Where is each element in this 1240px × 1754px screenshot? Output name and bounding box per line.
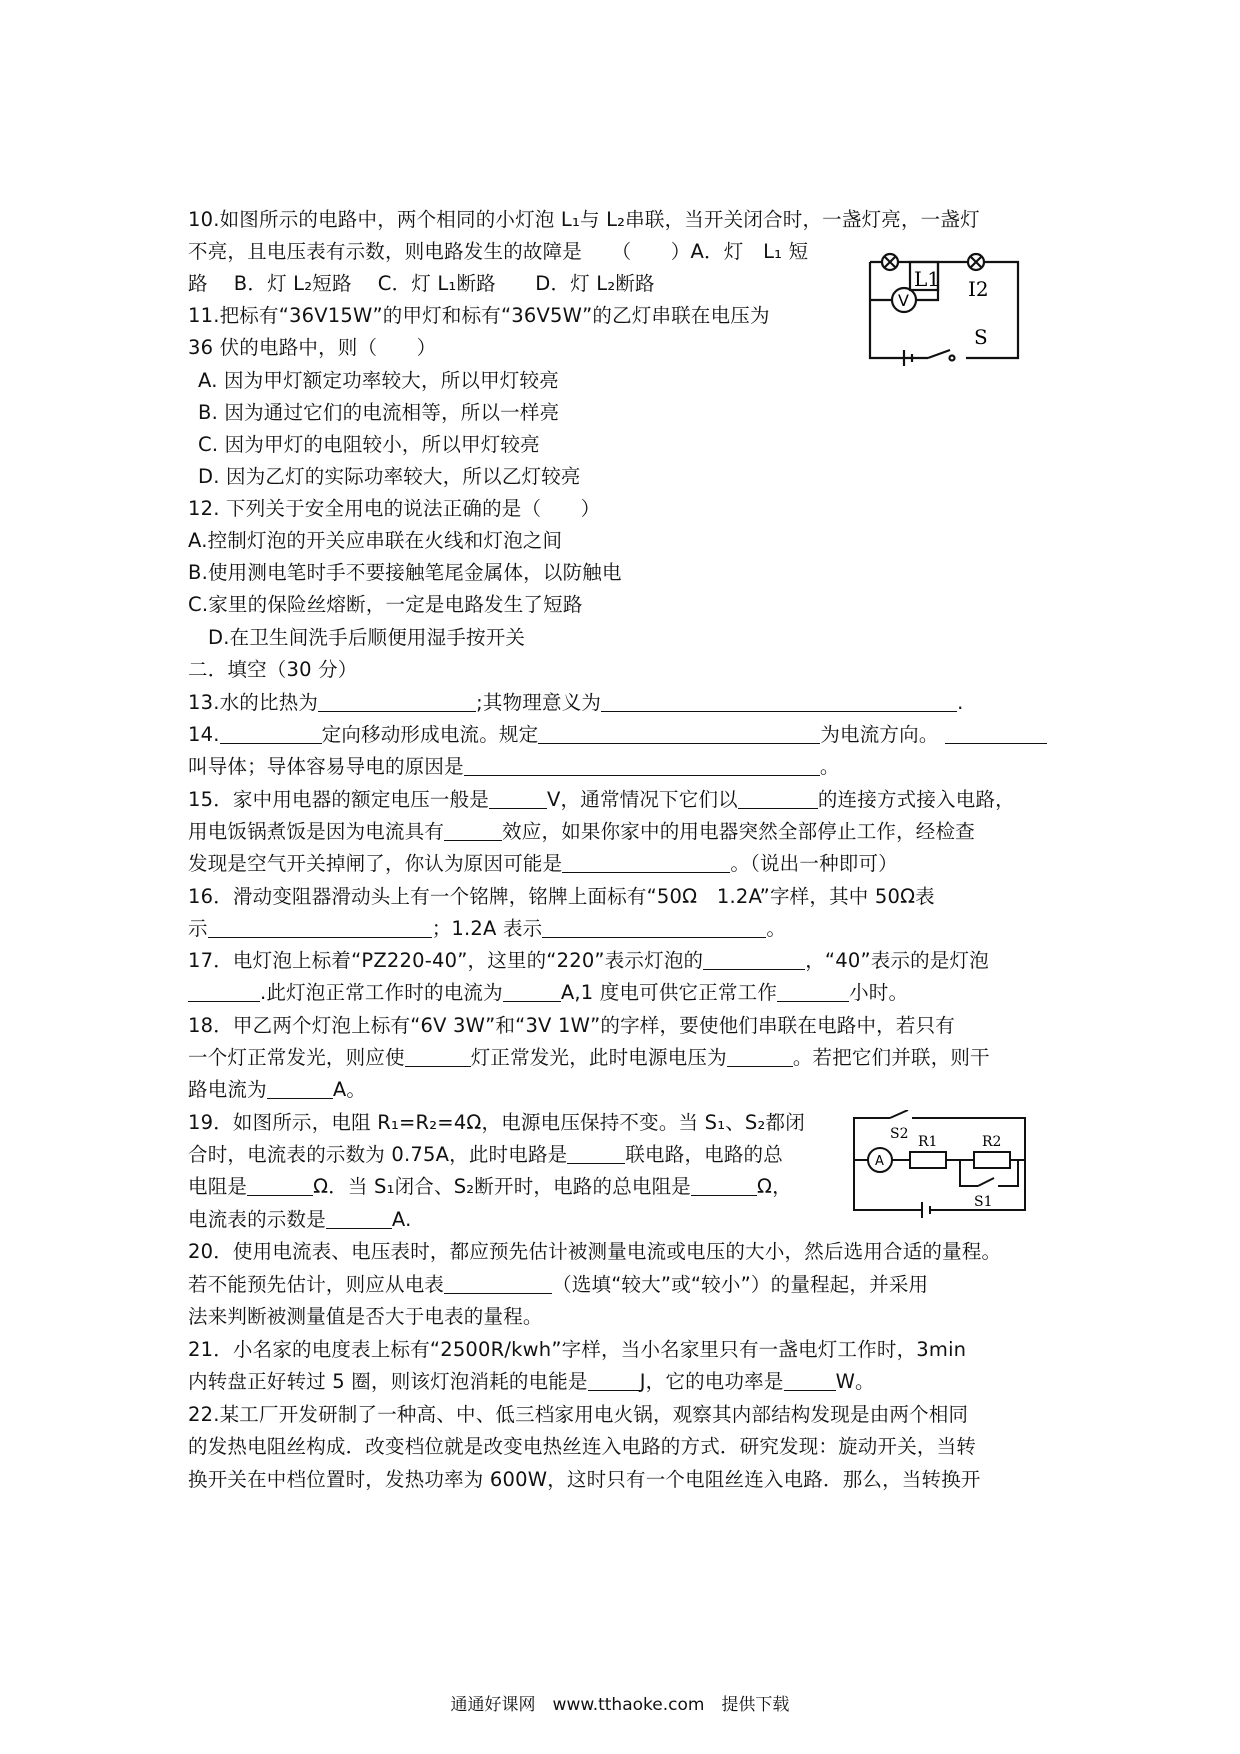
q12-stem: 12. 下列关于安全用电的说法正确的是（ ） xyxy=(188,497,601,520)
q14-line-2: 叫导体；导体容易导电的原因是 。 xyxy=(188,755,840,778)
q11-option-a: A. 因为甲灯额定功率较大，所以甲灯较亮 xyxy=(198,369,559,392)
q19-blank-4[interactable] xyxy=(326,1206,392,1229)
q16-line-1: 16．滑动变阻器滑动头上有一个铭牌，铭牌上面标有“50Ω 1.2A”字样，其中 50Ω表 xyxy=(188,885,935,908)
q20-line-1: 20．使用电流表、电压表时，都应预先估计被测量电流或电压的大小，然后选用合适的量程。 xyxy=(188,1240,1002,1263)
q20-line-2: 若不能预先估计，则应从电表 （选填“较大”或“较小”）的量程起，并采用 xyxy=(188,1273,929,1296)
q18-line-2: 一个灯正常发光，则应使 灯正常发光，此时电源电压为 。若把它们并联，则干 xyxy=(188,1046,990,1069)
q21-blank-2[interactable] xyxy=(784,1368,836,1391)
q13-blank-1[interactable] xyxy=(318,689,476,712)
q20-line-3: 法来判断被测量值是否大于电表的量程。 xyxy=(188,1305,543,1328)
q19-blank-1[interactable] xyxy=(567,1141,625,1164)
q11-option-b: B. 因为通过它们的电流相等，所以一样亮 xyxy=(198,401,560,424)
q12-option-c: C.家里的保险丝熔断，一定是电路发生了短路 xyxy=(188,593,583,616)
q12-option-b: B.使用测电笔时手不要接触笔尾金属体，以防触电 xyxy=(188,561,622,584)
q15-blank-3[interactable] xyxy=(444,818,502,841)
q17-line-2: .此灯泡正常工作时的电流为 A,1 度电可供它正常工作 小时。 xyxy=(188,978,908,1008)
fig2-label-r1: R1 xyxy=(918,1134,938,1150)
q18-blank-3[interactable] xyxy=(267,1076,333,1099)
fig1-label-l2: I2 xyxy=(968,277,989,301)
q19-blank-2[interactable] xyxy=(247,1173,313,1196)
fig1-label-v: V xyxy=(898,291,909,310)
q21-line-2: 内转盘正好转过 5 圈，则该灯泡消耗的电能是 J，它的电功率是 W。 xyxy=(188,1370,875,1393)
q21-line-1: 21．小名家的电度表上标有“2500R/kwh”字样，当小名家里只有一盏电灯工作时，3min xyxy=(188,1338,967,1361)
q11-line-1: 11.把标有“36V15W”的甲灯和标有“36V5W”的乙灯串联在电压为 xyxy=(188,304,770,327)
q17-line-1: 17．电灯泡上标着“PZ220-40”，这里的“220”表示灯泡的 ，“40”表示的是灯泡 xyxy=(188,949,989,972)
circuit-figure-q10 xyxy=(866,246,1026,366)
page-footer: 通通好课网 www.tthaoke.com 提供下载 xyxy=(450,1695,790,1715)
q16-blank-1[interactable] xyxy=(208,915,432,938)
q20-blank-1[interactable] xyxy=(444,1271,552,1294)
q18-blank-2[interactable] xyxy=(727,1044,793,1067)
q18-line-1: 18．甲乙两个灯泡上标有“6V 3W”和“3V 1W”的字样，要使他们串联在电路中，若只有 xyxy=(188,1014,955,1037)
q17-blank-2[interactable] xyxy=(188,979,260,1002)
q14-blank-3[interactable] xyxy=(945,721,1047,744)
q11-option-d: D. 因为乙灯的实际功率较大，所以乙灯较亮 xyxy=(198,465,581,488)
q22-line-1: 22.某工厂开发研制了一种高、中、低三档家用电火锅，观察其内部结构发现是由两个相同 xyxy=(188,1403,969,1426)
section-2-heading: 二．填空（30 分） xyxy=(188,658,358,681)
fig2-label-r2: R2 xyxy=(982,1134,1002,1150)
q15-line-2: 用电饭锅煮饭是因为电流具有 效应，如果你家中的用电器突然全部停止工作，经检查 xyxy=(188,820,975,843)
q10-line-2: 不亮，且电压表有示数，则电路发生的故障是 （ ）A．灯 L₁ 短 xyxy=(188,240,809,263)
q12-option-d: D.在卫生间洗手后顺便用湿手按开关 xyxy=(208,626,526,649)
q18-blank-1[interactable] xyxy=(405,1044,471,1067)
q13-blank-2[interactable] xyxy=(601,689,957,712)
q22-line-2: 的发热电阻丝构成．改变档位就是改变电热丝连入电路的方式．研究发现：旋动开关，当转 xyxy=(188,1435,977,1458)
q16-blank-2[interactable] xyxy=(542,915,766,938)
q14-blank-2[interactable] xyxy=(538,721,820,744)
q15-line-1: 15．家中用电器的额定电压一般是 V，通常情况下它们以 的连接方式接入电路， xyxy=(188,788,1015,811)
q14-blank-1[interactable] xyxy=(220,721,322,744)
q17-blank-4[interactable] xyxy=(777,979,849,1002)
q11-option-c: C. 因为甲灯的电阻较小，所以甲灯较亮 xyxy=(198,433,540,456)
q15-blank-4[interactable] xyxy=(562,850,730,873)
fig2-label-s1: S1 xyxy=(974,1194,993,1210)
q19-line-4: 电流表的示数是 A. xyxy=(188,1208,412,1231)
q19-line-1: 19．如图所示，电阻 R₁=R₂=4Ω，电源电压保持不变。当 S₁、S₂都闭 xyxy=(188,1111,805,1134)
q19-line-3: 电阻是 Ω．当 S₁闭合、S₂断开时，电路的总电阻是 Ω， xyxy=(188,1175,792,1198)
q21-blank-1[interactable] xyxy=(588,1368,640,1391)
q12-option-a: A.控制灯泡的开关应串联在火线和灯泡之间 xyxy=(188,529,563,552)
q10-line-1: 10.如图所示的电路中，两个相同的小灯泡 L₁与 L₂串联，当开关闭合时，一盏灯亮，一盏灯 xyxy=(188,208,980,231)
fig2-label-s2: S2 xyxy=(890,1126,909,1142)
fig1-label-l1: L1 xyxy=(914,267,941,291)
q11-line-2: 36 伏的电路中，则（ ） xyxy=(188,336,437,359)
fig1-label-s: S xyxy=(974,325,988,349)
fig2-label-a: A xyxy=(875,1154,884,1169)
q22-line-3: 换开关在中档位置时，发热功率为 600W，这时只有一个电阻丝连入电路．那么，当转换开 xyxy=(188,1468,981,1491)
q14-line-1: 14. 定向移动形成电流。规定 为电流方向。 xyxy=(188,720,1047,750)
q13-line: 13.水的比热为 ;其物理意义为 . xyxy=(188,691,964,714)
q15-line-3: 发现是空气开关掉闸了，你认为原因可能是 。（说出一种即可） xyxy=(188,852,898,875)
q16-line-2: 示 ；1.2A 表示 。 xyxy=(188,917,787,940)
q17-blank-1[interactable] xyxy=(703,947,805,970)
q19-line-2: 合时，电流表的示数为 0.75A，此时电路是 联电路，电路的总 xyxy=(188,1143,783,1166)
q15-blank-1[interactable] xyxy=(489,786,547,809)
q15-blank-2[interactable] xyxy=(738,786,818,809)
circuit-figure-q19 xyxy=(850,1110,1030,1220)
q18-line-3: 路电流为 A。 xyxy=(188,1078,367,1101)
q17-blank-3[interactable] xyxy=(503,979,561,1002)
q19-blank-3[interactable] xyxy=(691,1173,757,1196)
q10-line-3: 路 B．灯 L₂短路 C．灯 L₁断路 D．灯 L₂断路 xyxy=(188,272,655,295)
q14-blank-4[interactable] xyxy=(464,753,820,776)
